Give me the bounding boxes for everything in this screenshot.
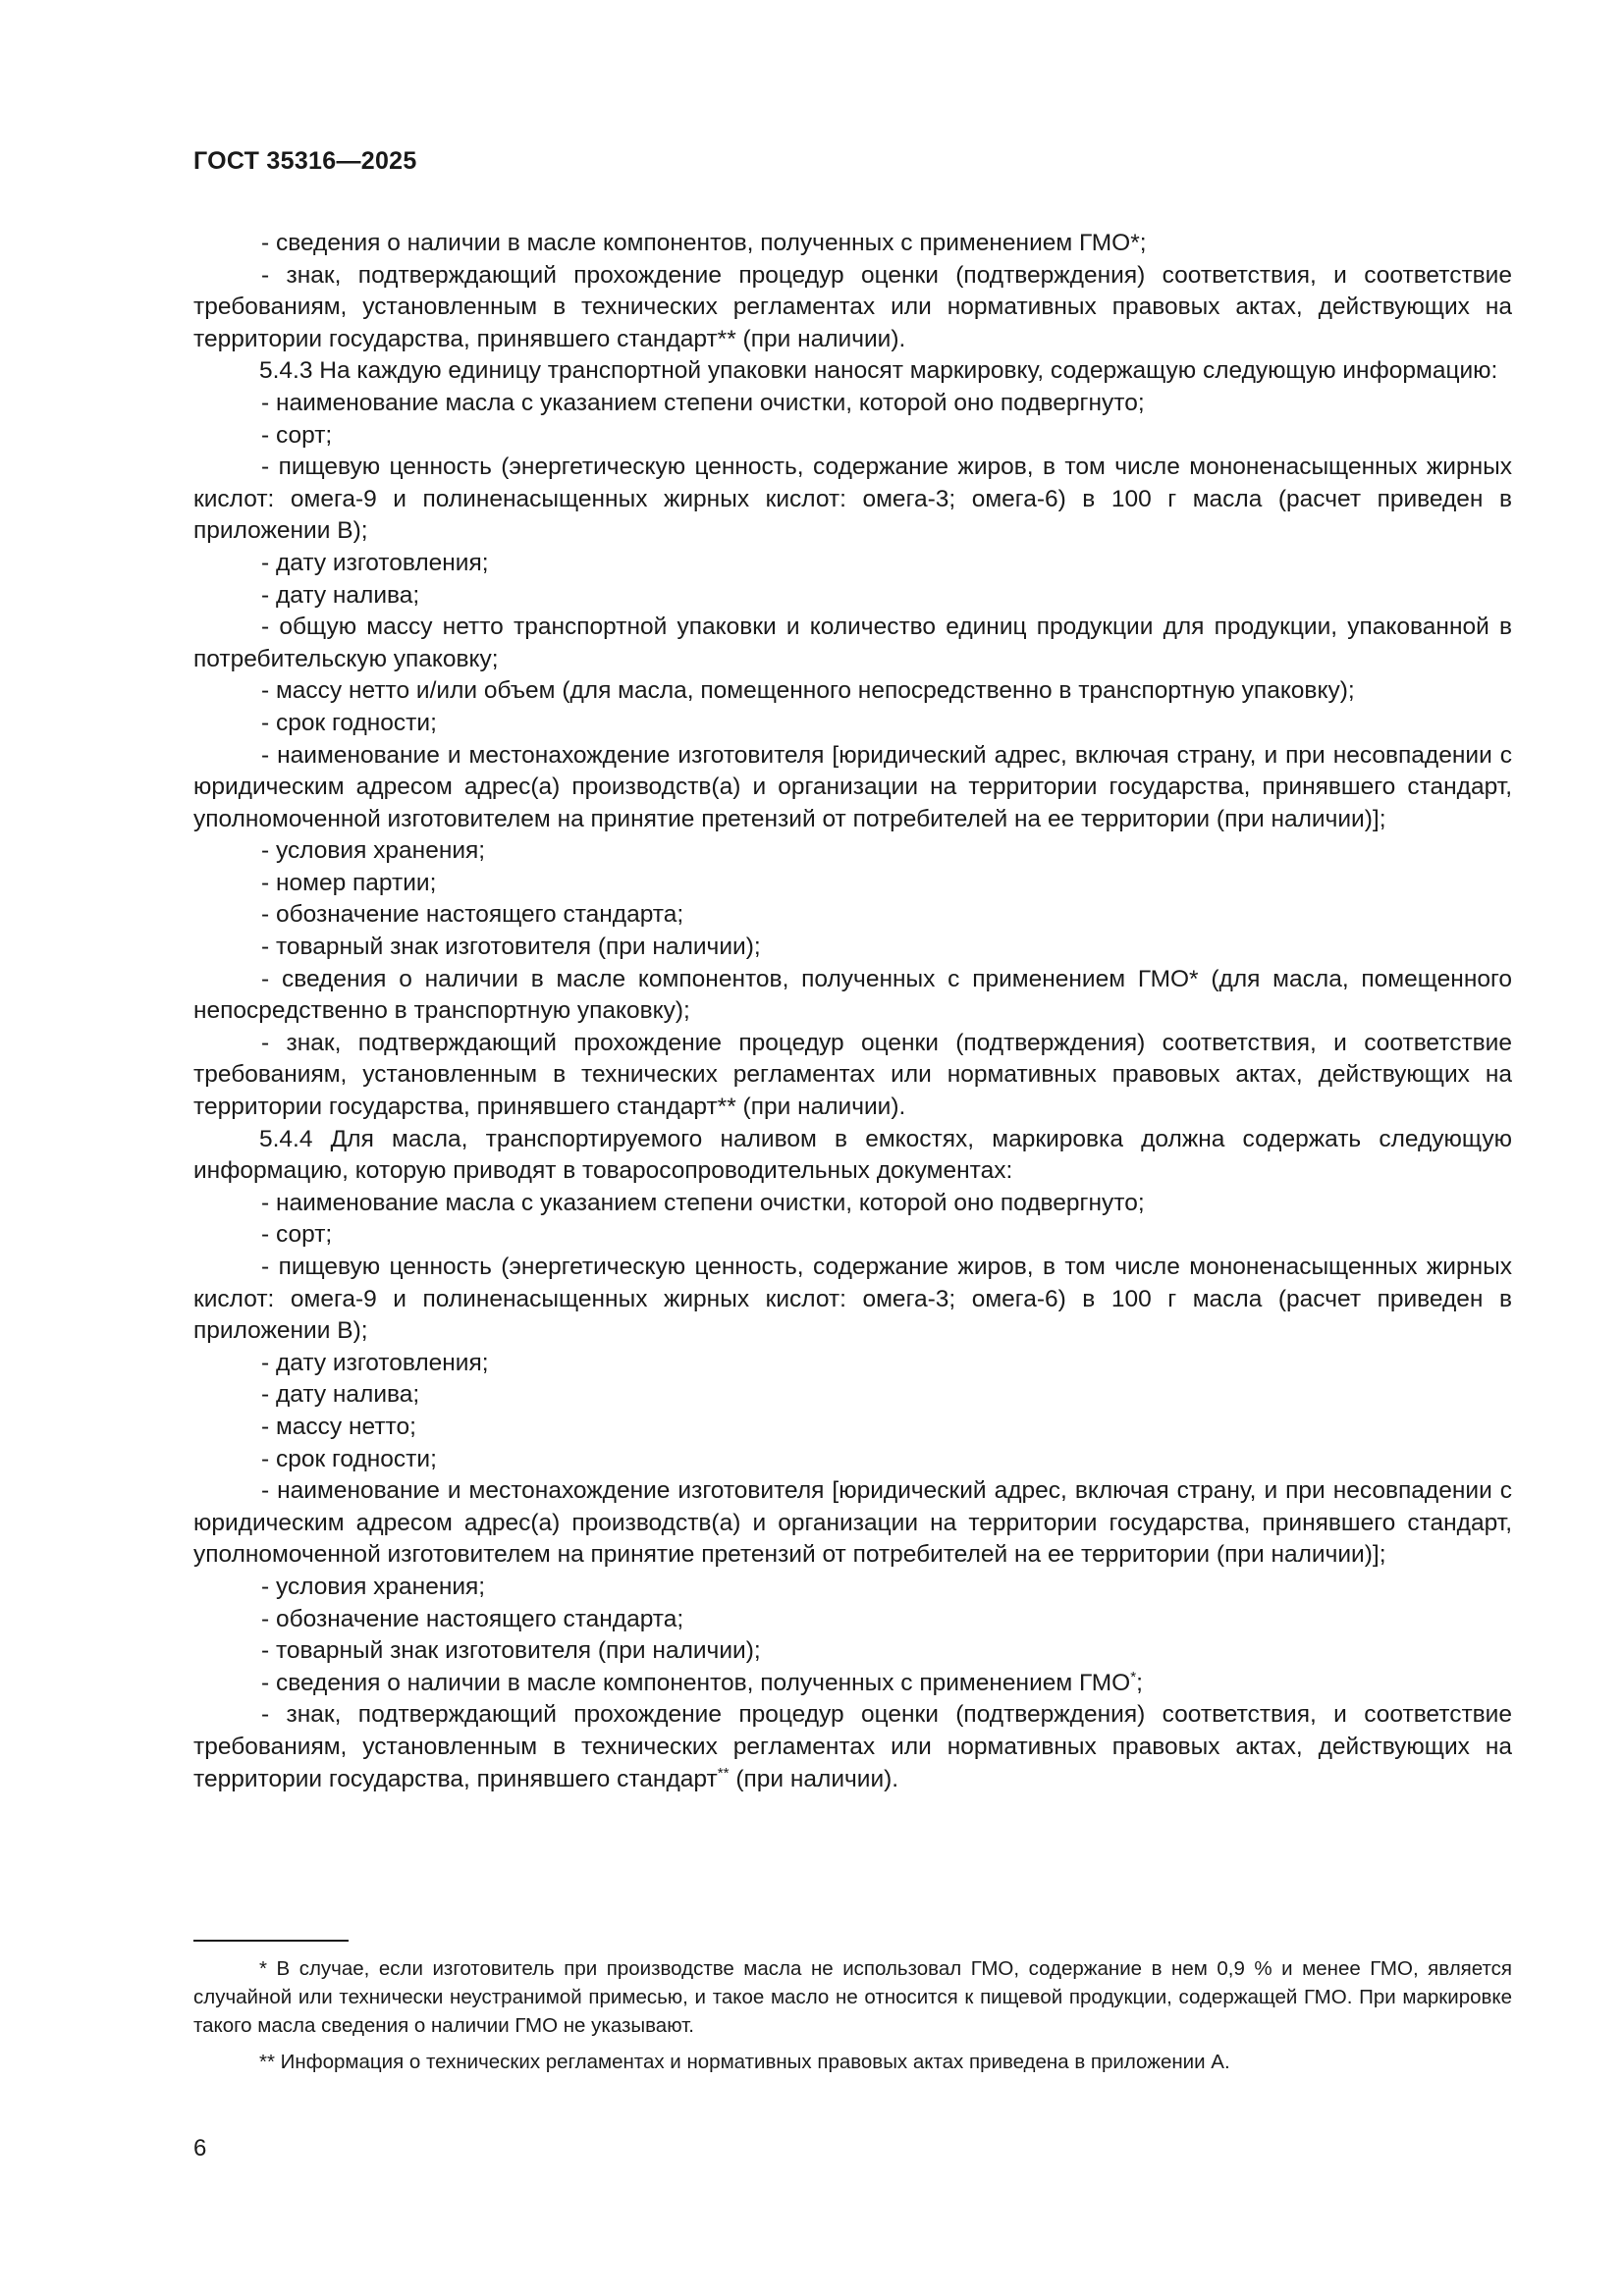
list-item-text: - сведения о наличии в масле компонентов, полученных с применением ГМО: [261, 1669, 1131, 1696]
list-item: - массу нетто и/или объем (для масла, помещенного непосредственно в транспортную упаковку);: [261, 677, 1355, 705]
list-item: - обозначение настоящего стандарта;: [261, 1605, 684, 1632]
footnotes: [193, 1954, 1512, 2076]
document-header: ГОСТ 35316—2025: [193, 147, 417, 175]
list-item: - дату налива;: [261, 1381, 420, 1409]
list-item: - пищевую ценность (энергетическую ценность, содержание жиров, в том числе мононенасыщенных жирных кислот: омега-9 и полиненасыщенных жирных кислот: омега-3; омега-6) в 100 г масла (расчет приведен в приложении В);: [193, 454, 1512, 545]
list-item: - наименование масла с указанием степени очистки, которой оно подвергнуто;: [261, 1189, 1145, 1216]
footnote-2: ** Информация о технических регламентах и нормативных правовых актах приведена в приложении А.: [259, 2051, 1230, 2073]
footnote-ref-2: **: [717, 1764, 730, 1782]
list-item: - общую массу нетто транспортной упаковки и количество единиц продукции для продукции, упакованной в потребительскую упаковку;: [193, 614, 1512, 672]
list-item: - товарный знак изготовителя (при наличии);: [261, 934, 761, 961]
page-number: 6: [193, 2135, 207, 2162]
list-item: - дату изготовления;: [261, 1349, 489, 1376]
list-item: - знак, подтверждающий прохождение процедур оценки (подтверждения) соответствия, и соответствие требованиям, установленным в технических регламентах или нормативных правовых актах, действующих на территории государства, принявшего стандарт** (при наличии).: [193, 261, 1512, 352]
list-item: - условия хранения;: [261, 837, 486, 865]
list-item: - пищевую ценность (энергетическую ценность, содержание жиров, в том числе мононенасыщенных жирных кислот: омега-9 и полиненасыщенных жирных кислот: омега-3; омега-6) в 100 г масла (расчет приведен в приложении В);: [193, 1254, 1512, 1345]
section-5-4-4: 5.4.4 Для масла, транспортируемого наливом в емкостях, маркировка должна содержать следующую информацию, которую приводят в товаросопроводительных документах:: [193, 1125, 1512, 1185]
list-item-tail: ;: [1136, 1669, 1143, 1696]
document-body: [193, 228, 1512, 1795]
list-item: - номер партии;: [261, 869, 437, 896]
list-item: - сведения о наличии в масле компонентов, полученных с применением ГМО* (для масла, помещенного непосредственно в транспортную упаковку);: [193, 965, 1512, 1025]
list-item-text: - знак, подтверждающий прохождение процедур оценки (подтверждения) соответствия, и соответствие требованиям, установленным в технических регламентах или нормативных правовых актах, действующих на территории государства, принявшего стандарт: [193, 1701, 1512, 1792]
footnote-separator: [193, 1940, 349, 1942]
list-item: [193, 1699, 1512, 1795]
list-item: - массу нетто;: [261, 1413, 416, 1440]
footnote-ref-1: *: [1130, 1668, 1137, 1685]
list-item: - условия хранения;: [261, 1573, 486, 1600]
list-item: - сорт;: [261, 1221, 333, 1249]
section-5-4-3: 5.4.3 На каждую единицу транспортной упаковки наносят маркировку, содержащую следующую информацию:: [259, 357, 1498, 385]
list-item-tail: (при наличии).: [729, 1765, 899, 1792]
list-item: - срок годности;: [261, 1445, 437, 1472]
list-item: - обозначение настоящего стандарта;: [261, 901, 684, 929]
list-item: - наименование и местонахождение изготовителя [юридический адрес, включая страну, и при несовпадении с юридическим адресом адрес(а) производств(а) и организации на территории государства, принявшего стандарт, уполномоченной изготовителем на принятие претензий от потребителей на ее территории (при наличии)];: [193, 741, 1512, 832]
list-item: - срок годности;: [261, 709, 437, 736]
list-item: [193, 1668, 1512, 1700]
list-item: - наименование и местонахождение изготовителя [юридический адрес, включая страну, и при несовпадении с юридическим адресом адрес(а) производств(а) и организации на территории государства, принявшего стандарт, уполномоченной изготовителем на принятие претензий от потребителей на ее территории (при наличии)];: [193, 1477, 1512, 1569]
list-item: - наименование масла с указанием степени очистки, которой оно подвергнуто;: [261, 389, 1145, 416]
list-item: - товарный знак изготовителя (при наличии);: [261, 1637, 761, 1665]
list-item: - дату изготовления;: [261, 549, 489, 576]
list-item: - сведения о наличии в масле компонентов, полученных с применением ГМО*;: [261, 230, 1147, 256]
list-item: - сорт;: [261, 421, 333, 449]
list-item: - знак, подтверждающий прохождение процедур оценки (подтверждения) соответствия, и соответствие требованиям, установленным в технических регламентах или нормативных правовых актах, действующих на территории государства, принявшего стандарт** (при наличии).: [193, 1029, 1512, 1121]
footnote-1: * В случае, если изготовитель при производстве масла не использовал ГМО, содержание в нем 0,9 % и менее ГМО, является случайной или технически неустранимой примесью, и такое масло не относится к пищевой продукции, содержащей ГМО. При маркировке такого масла сведения о наличии ГМО не указывают.: [193, 1957, 1512, 2037]
list-item: - дату налива;: [261, 581, 420, 609]
